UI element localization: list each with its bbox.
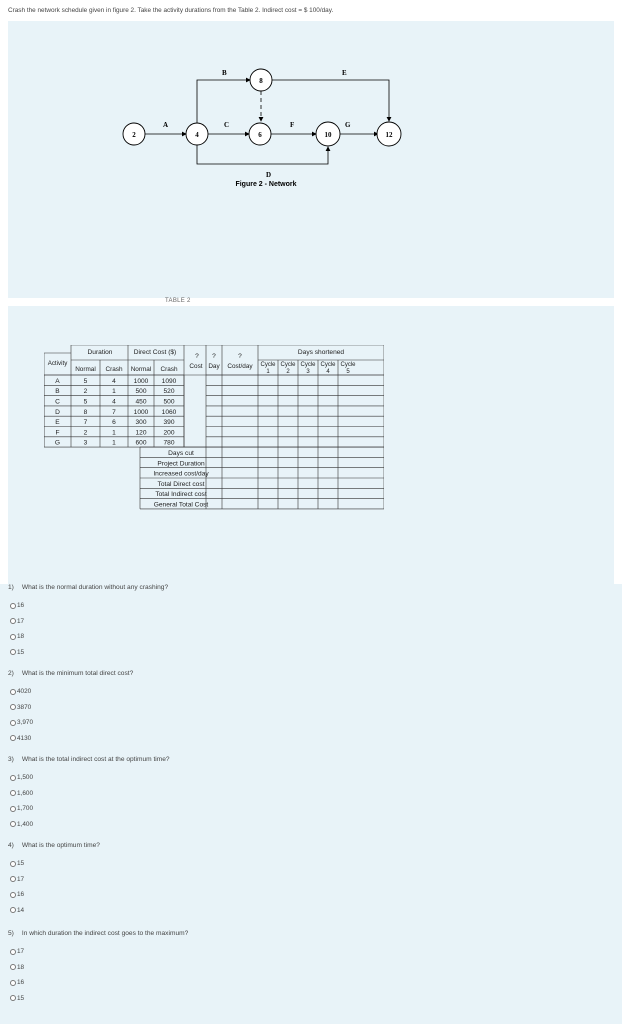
question-3-option[interactable] (10, 790, 33, 797)
table-cell-activity: F (55, 429, 60, 437)
option-label: 14 (17, 906, 25, 914)
option-label: 1,400 (17, 820, 33, 828)
instruction-text: Crash the network schedule given in figure 2. Take the activity durations from the Table 2. Indirect cost = $ 100/day. (8, 7, 334, 14)
table-cell-crash-cost: 520 (163, 388, 175, 396)
table-summary-label: Total Direct cost (157, 480, 205, 488)
crash-table (44, 345, 384, 517)
label-g: G (345, 121, 351, 129)
question-2-option[interactable] (10, 735, 31, 742)
label-c: C (224, 121, 230, 129)
radio-button[interactable] (10, 876, 16, 882)
table-cell-activity: A (55, 377, 60, 385)
question-5-option[interactable] (10, 979, 24, 986)
question-2-option[interactable] (10, 719, 33, 726)
questions-panel (0, 584, 622, 1024)
radio-button[interactable] (10, 735, 16, 741)
table-header-cost: Cost (189, 363, 203, 370)
table-cell-normal-cost: 300 (135, 419, 147, 427)
question-number: 3) (8, 756, 14, 763)
table-header-normal-cost: Normal (130, 366, 152, 373)
option-label: 3,970 (17, 719, 33, 726)
svg-text:2: 2 (132, 131, 136, 139)
table-cell-activity: C (55, 398, 60, 406)
question-1-option[interactable] (10, 618, 24, 625)
node-8 (250, 69, 272, 91)
svg-text:6: 6 (258, 131, 262, 139)
table-label: TABLE 2 (165, 298, 191, 304)
node-2 (123, 123, 145, 145)
question-text: What is the normal duration without any crashing? (21, 584, 169, 591)
table-cell-normal-duration: 7 (83, 419, 88, 427)
radio-button[interactable] (10, 964, 16, 970)
table-summary-label: Increased cost/day (153, 470, 209, 478)
table-cell-crash-duration: 6 (112, 419, 116, 427)
option-label: 15 (17, 994, 25, 1002)
question-3-option[interactable] (10, 805, 33, 812)
table-header-cycle-label: Cycle (340, 362, 356, 368)
label-e: E (342, 69, 347, 77)
question-text: In which duration the indirect cost goes to the maximum? (21, 930, 189, 937)
radio-button[interactable] (10, 907, 16, 913)
table-header-q1: ? (195, 353, 199, 360)
question-number: 1) (8, 584, 14, 591)
label-b: B (222, 69, 227, 77)
option-label: 16 (17, 602, 25, 609)
table-header-cycle-label: Cycle (260, 362, 276, 368)
table-cell-activity: B (55, 388, 60, 396)
table-header-normal: Normal (75, 366, 96, 373)
table-header-duration: Duration (87, 349, 113, 356)
table-header-direct-cost: Direct Cost ($) (133, 349, 177, 356)
question-4-option[interactable] (10, 891, 24, 898)
radio-button[interactable] (10, 995, 16, 1001)
table-cell-normal-cost: 600 (135, 439, 147, 447)
table-header-day: Day (208, 363, 220, 370)
question-4-option[interactable] (10, 907, 24, 914)
table-cell-crash-cost: 500 (163, 398, 175, 406)
question-text: What is the minimum total direct cost? (21, 670, 134, 677)
table-cell-activity: D (55, 408, 60, 416)
question-1-option[interactable] (10, 633, 24, 640)
edge-e (272, 80, 389, 121)
option-label: 17 (17, 948, 25, 955)
svg-text:4: 4 (195, 131, 199, 139)
table-cell-crash-duration: 4 (112, 398, 116, 406)
question-5-option[interactable] (10, 948, 24, 955)
table-header-cycle-5: 5 (346, 369, 350, 375)
question-text: What is the optimum time? (21, 842, 100, 849)
table-header-cost-day: Cost/day (227, 363, 253, 370)
table-cell-normal-cost: 500 (135, 388, 147, 396)
option-label: 15 (17, 648, 25, 656)
table-cell-normal-duration: 5 (83, 377, 88, 385)
table-header-cycle-label: Cycle (300, 362, 316, 368)
node-6 (249, 123, 271, 145)
table-header-cycle-4: 4 (326, 369, 330, 375)
option-label: 17 (17, 875, 25, 883)
radio-button[interactable] (10, 806, 16, 812)
option-label: 4020 (17, 688, 32, 695)
option-label: 18 (17, 633, 25, 640)
table-cell-activity: E (55, 419, 60, 427)
option-label: 4130 (17, 734, 32, 742)
radio-button[interactable] (10, 704, 16, 710)
table-header-cycle-label: Cycle (280, 362, 296, 368)
radio-button[interactable] (10, 649, 16, 655)
table-header-crash: Crash (105, 366, 123, 373)
question-4-option[interactable] (10, 860, 24, 867)
question-5-option[interactable] (10, 995, 24, 1002)
table-header-cycle-2: 2 (286, 369, 290, 375)
question-1-option[interactable] (10, 649, 24, 656)
table-cell-normal-cost: 450 (135, 398, 147, 406)
question-5 (8, 930, 188, 937)
question-4-option[interactable] (10, 876, 24, 883)
radio-button[interactable] (10, 790, 16, 796)
figure-caption: Figure 2 - Network (235, 181, 297, 188)
table-cell-crash-cost: 1090 (161, 377, 177, 385)
question-1-option[interactable] (10, 602, 24, 609)
question-text: What is the total indirect cost at the optimum time? (21, 756, 170, 763)
table-header-cycle-3: 3 (306, 369, 310, 375)
label-f: F (290, 121, 295, 129)
option-label: 1,600 (17, 789, 33, 797)
svg-text:10: 10 (324, 131, 332, 139)
node-10 (316, 122, 340, 146)
question-1 (8, 584, 168, 591)
table-cell-normal-cost: 1000 (133, 408, 149, 416)
table-summary-label: Days cut (168, 450, 194, 457)
table-cell-normal-cost: 120 (135, 429, 147, 437)
network-diagram (8, 21, 614, 298)
table-cell-crash-duration: 1 (112, 439, 116, 447)
table-cell-crash-duration: 7 (112, 408, 116, 416)
table-header-activity: Activity (47, 360, 68, 367)
table-cell-normal-duration: 3 (83, 439, 88, 447)
label-d: D (266, 171, 272, 179)
node-4 (186, 123, 208, 145)
table-header-q3: ? (238, 353, 242, 360)
table-cell-normal-cost: 1000 (133, 377, 149, 385)
radio-button[interactable] (10, 720, 16, 726)
edge-b (197, 80, 250, 123)
radio-button[interactable] (10, 634, 16, 640)
table-cell-crash-cost: 780 (163, 439, 175, 447)
option-label: 3870 (17, 703, 32, 711)
radio-button[interactable] (10, 821, 16, 827)
question-3-option[interactable] (10, 774, 33, 781)
table-cell-crash-duration: 4 (112, 377, 116, 385)
table-header-days-shortened: Days shortened (297, 349, 345, 356)
table-cell-normal-duration: 2 (83, 388, 88, 396)
radio-button[interactable] (10, 980, 16, 986)
table-summary-label: General Total Cost (153, 501, 209, 509)
question-2-option[interactable] (10, 688, 31, 695)
table-summary-label: Total Indirect cost (155, 491, 207, 499)
option-label: 16 (17, 979, 25, 986)
table-cell-crash-cost: 200 (163, 429, 175, 437)
option-label: 18 (17, 963, 25, 971)
svg-text:12: 12 (385, 131, 393, 139)
question-3 (8, 756, 170, 763)
node-12 (377, 122, 401, 146)
question-2-option[interactable] (10, 704, 31, 711)
option-label: 15 (17, 860, 25, 867)
question-4 (8, 842, 100, 849)
radio-button[interactable] (10, 949, 16, 955)
radio-button[interactable] (10, 618, 16, 624)
table-cell-activity: G (54, 439, 61, 447)
option-label: 1,500 (17, 774, 33, 781)
table-header-crash-cost: Crash (160, 366, 178, 373)
radio-button[interactable] (10, 603, 16, 609)
table-cell-normal-duration: 8 (83, 408, 88, 416)
option-label: 1,700 (17, 805, 33, 812)
radio-button[interactable] (10, 689, 16, 695)
table-cell-crash-cost: 1060 (161, 408, 177, 416)
question-5-option[interactable] (10, 964, 24, 971)
table-cell-normal-duration: 5 (83, 398, 88, 406)
question-2 (8, 670, 133, 677)
network-figure-panel (8, 21, 614, 298)
question-number: 5) (8, 930, 14, 937)
radio-button[interactable] (10, 892, 16, 898)
question-number: 4) (8, 842, 14, 849)
table-summary-label: Project Duration (157, 460, 205, 468)
table-header-cycle-label: Cycle (320, 362, 336, 368)
table-cell-crash-duration: 1 (112, 429, 116, 437)
question-3-option[interactable] (10, 821, 33, 828)
option-label: 17 (17, 617, 25, 625)
option-label: 16 (17, 891, 25, 898)
table-cell-normal-duration: 2 (83, 429, 88, 437)
svg-text:8: 8 (259, 77, 263, 85)
table-header-q2: ? (212, 353, 216, 360)
table-cell-crash-cost: 390 (163, 419, 175, 427)
label-a: A (163, 121, 169, 129)
radio-button[interactable] (10, 861, 16, 867)
table-cell-crash-duration: 1 (112, 388, 116, 396)
table-header-cycle-1: 1 (266, 369, 270, 375)
radio-button[interactable] (10, 775, 16, 781)
question-number: 2) (8, 670, 14, 677)
edge-d (197, 145, 328, 164)
